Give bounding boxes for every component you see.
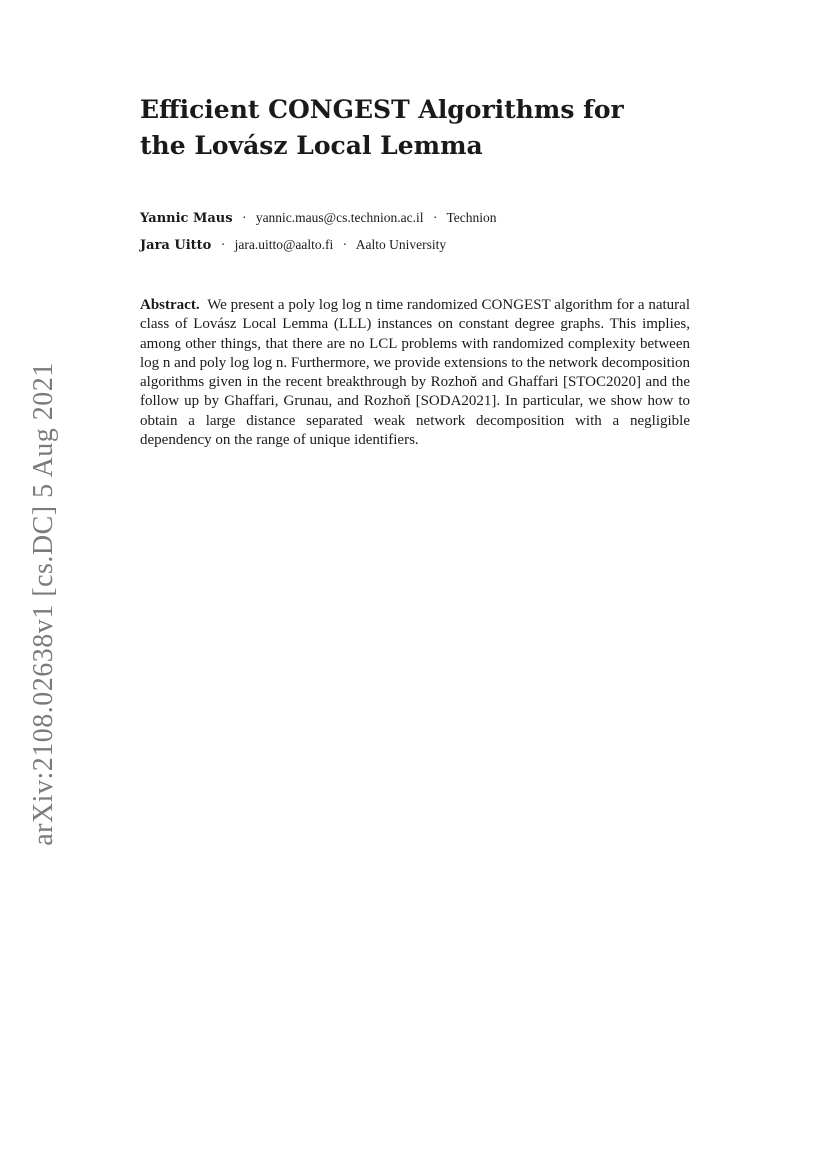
author-name: Yannic Maus bbox=[140, 211, 233, 226]
arxiv-identifier-stamp: arXiv:2108.02638v1 [cs.DC] 5 Aug 2021 bbox=[28, 362, 59, 846]
author-affiliation: Technion bbox=[446, 210, 497, 225]
paper-title-line-1: Efficient CONGEST Algorithms for bbox=[140, 95, 624, 124]
separator-dot: · bbox=[220, 237, 226, 252]
abstract-paragraph bbox=[140, 296, 690, 450]
separator-dot: · bbox=[241, 210, 247, 225]
author-email: jara.uitto@aalto.fi bbox=[234, 237, 334, 252]
abstract-label: Abstract. bbox=[140, 297, 200, 313]
author-email: yannic.maus@cs.technion.ac.il bbox=[255, 210, 424, 225]
author-entry bbox=[140, 235, 700, 262]
paper-title-line-2: the Lovász Local Lemma bbox=[140, 131, 483, 160]
author-name: Jara Uitto bbox=[140, 238, 212, 253]
separator-dot: · bbox=[342, 237, 348, 252]
author-affiliation: Aalto University bbox=[355, 237, 447, 252]
author-entry bbox=[140, 208, 700, 235]
abstract-text: We present a poly log log n time randomized CONGEST algorithm for a natural class of Lovász Local Lemma (LLL) instances on constant degree graphs. This implies, among other things, that there are no LCL problems with randomized complexity between log n and poly log log n. Furthermore, we provide extensions to the network decomposition algorithms given in the recent breakthrough by Rozhoň and Ghaffari [STOC2020] and the follow up by Ghaffari, Grunau, and Rozhoň [SODA2021]. In particular, we show how to obtain a large distance separated weak network decomposition with a negligible dependency on the range of unique identifiers. bbox=[140, 297, 691, 449]
author-list bbox=[140, 208, 700, 262]
paper-title bbox=[140, 92, 700, 164]
separator-dot: · bbox=[432, 210, 438, 225]
